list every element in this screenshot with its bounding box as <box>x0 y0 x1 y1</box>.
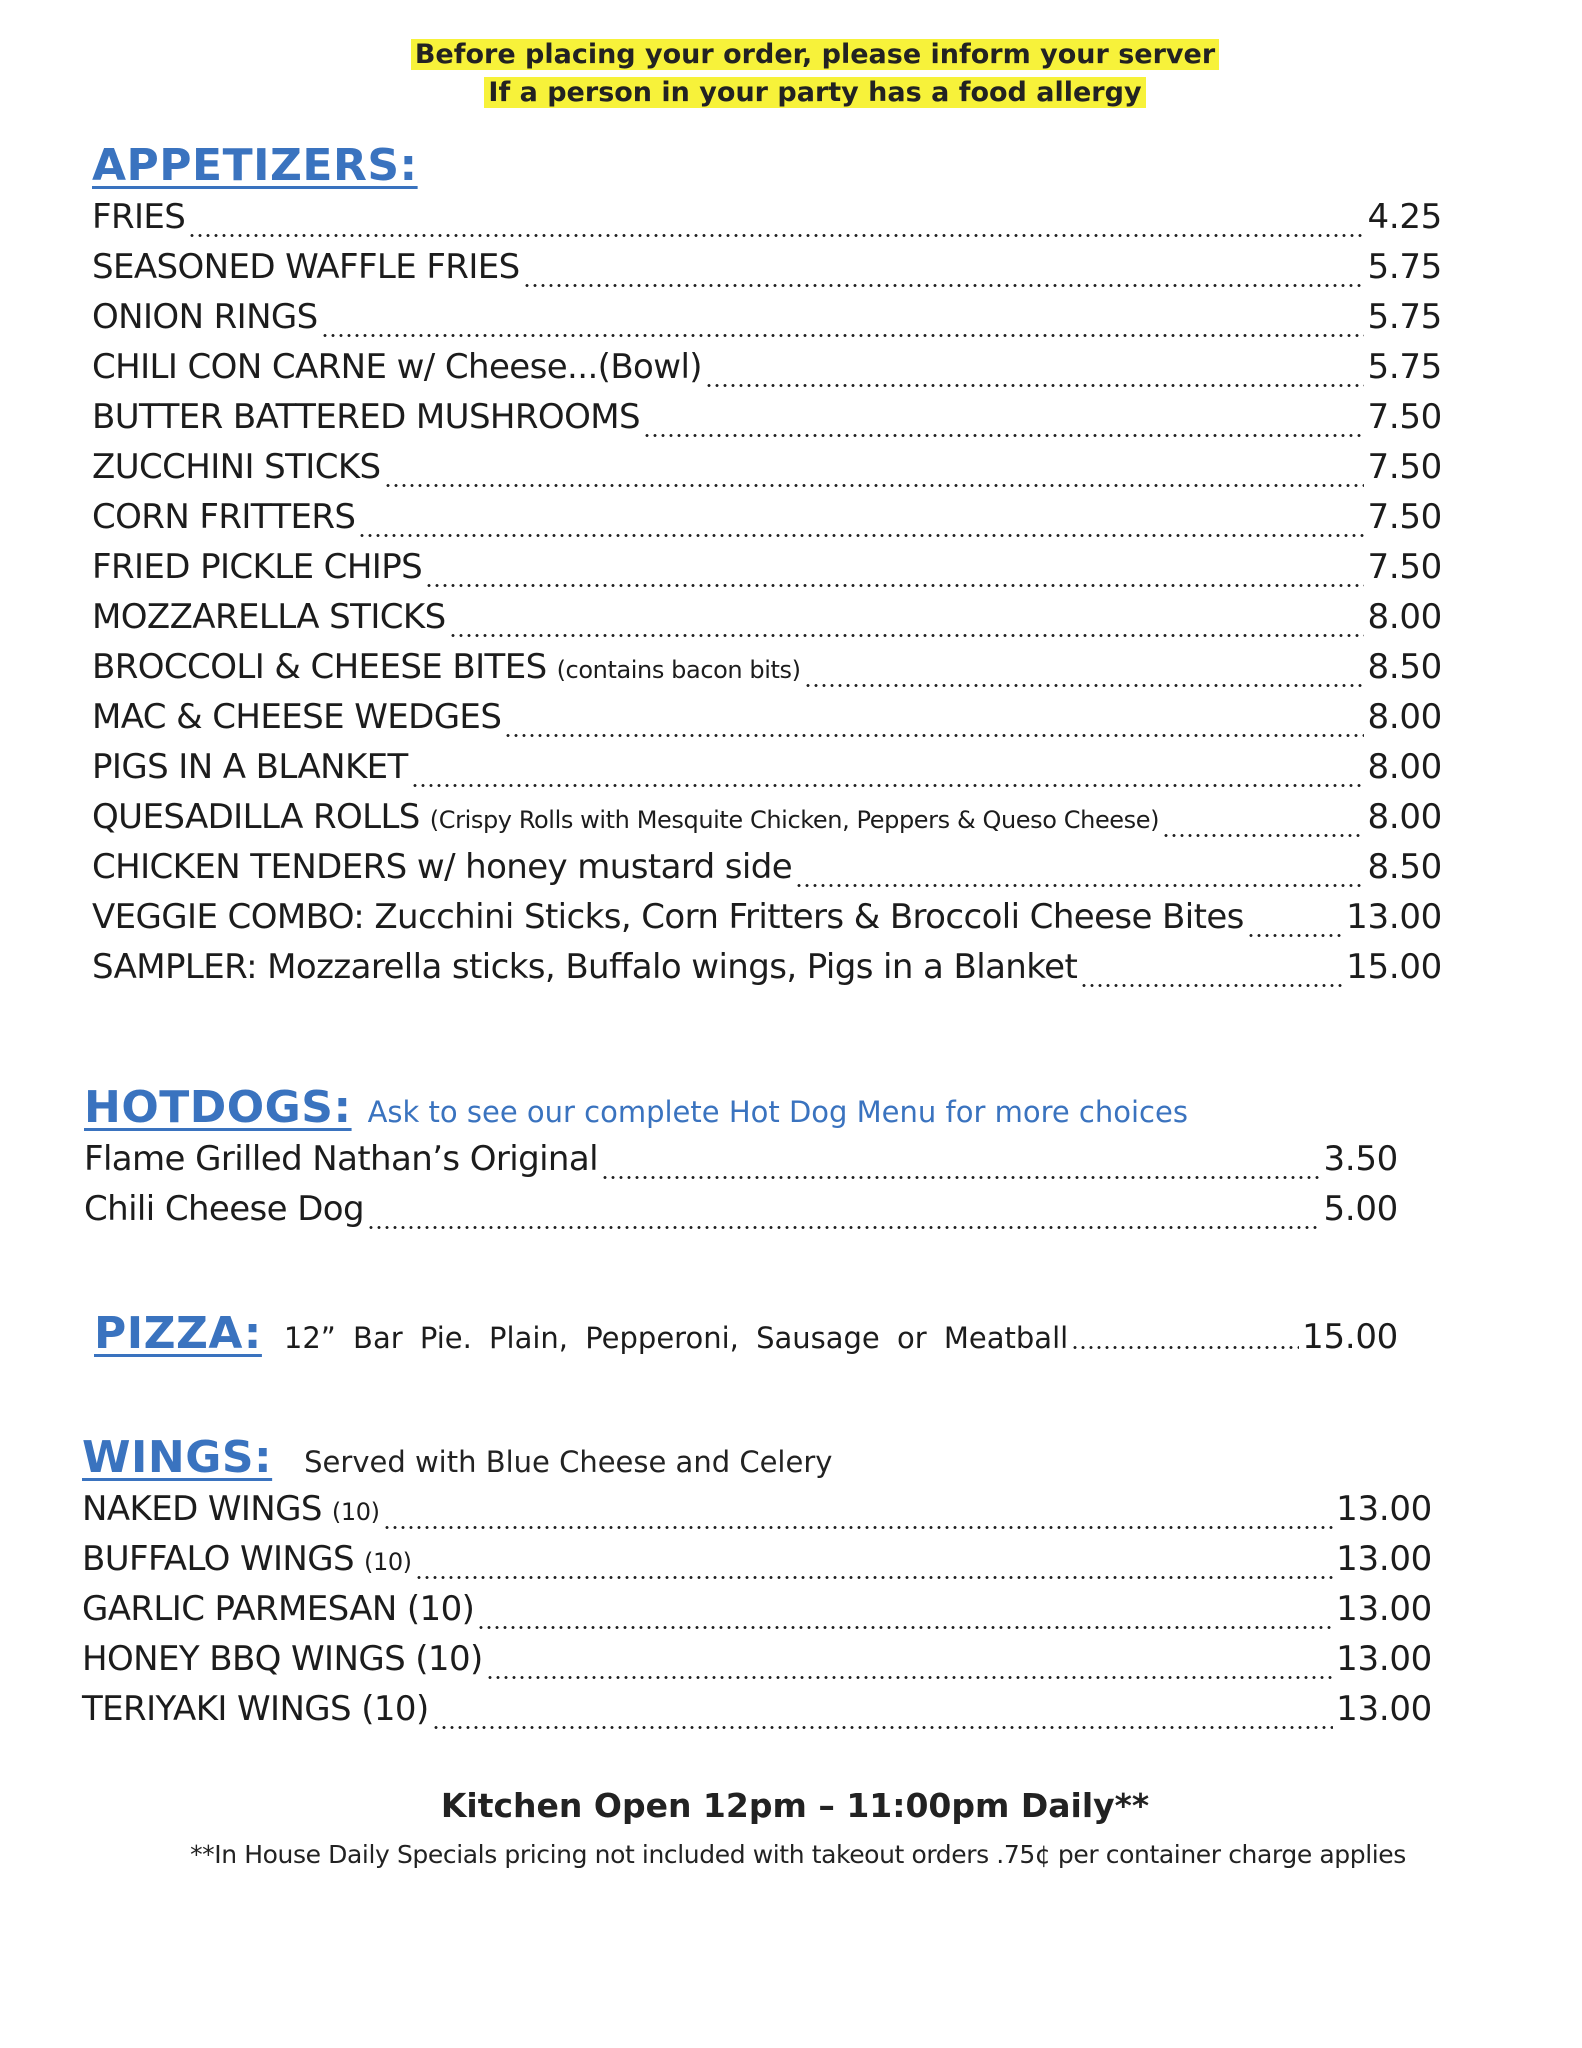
dot-leader <box>643 434 1365 437</box>
dot-leader <box>1162 834 1364 837</box>
dot-leader <box>415 1576 1334 1579</box>
dot-leader <box>411 784 1365 787</box>
item-name: CHICKEN TENDERS w/ honey mustard side <box>92 847 793 887</box>
item-name: BUFFALO WINGS <box>82 1539 354 1579</box>
menu-item <box>92 447 1442 497</box>
item-description: (Crispy Rolls with Mesquite Chicken, Peppers & Queso Cheese) <box>429 806 1160 834</box>
item-price: 8.00 <box>1367 747 1442 787</box>
menu-item <box>92 797 1442 847</box>
pizza-price: 15.00 <box>1302 1317 1398 1357</box>
item-price: 8.00 <box>1367 697 1442 737</box>
item-name: SAMPLER: Mozzarella sticks, Buffalo wings, Pigs in a Blanket <box>92 947 1078 987</box>
pizza-title: PIZZA: <box>94 1308 262 1359</box>
dot-leader <box>384 484 1365 487</box>
item-price: 8.50 <box>1367 647 1442 687</box>
item-price: 7.50 <box>1367 397 1442 437</box>
wings-title: WINGS: <box>82 1432 273 1483</box>
item-description: (10) <box>331 1498 380 1526</box>
dot-leader <box>705 384 1365 387</box>
dot-leader <box>432 1726 1334 1729</box>
dot-leader <box>425 584 1364 587</box>
dot-leader <box>795 884 1364 887</box>
hotdogs-note: Ask to see our complete Hot Dog Menu for more choices <box>367 1095 1188 1129</box>
dot-leader <box>504 734 1364 737</box>
menu-item <box>92 247 1442 297</box>
menu-item <box>92 347 1442 397</box>
dot-leader <box>449 634 1365 637</box>
item-name: BROCCOLI & CHEESE BITES <box>92 647 547 687</box>
dot-leader <box>1080 984 1343 987</box>
item-name: ONION RINGS <box>92 297 318 337</box>
appetizers-list <box>92 197 1442 997</box>
item-price: 8.00 <box>1367 597 1442 637</box>
menu-item <box>82 1539 1432 1589</box>
allergy-notice-line2: If a person in your party has a food allergy <box>484 77 1145 108</box>
dot-leader <box>477 1626 1333 1629</box>
wings-list <box>82 1489 1432 1739</box>
hotdogs-list <box>84 1139 1398 1239</box>
item-name: MOZZARELLA STICKS <box>92 597 446 637</box>
menu-item <box>82 1589 1432 1639</box>
item-name: ZUCCHINI STICKS <box>92 447 381 487</box>
item-price: 5.75 <box>1367 247 1442 287</box>
item-price: 7.50 <box>1367 447 1442 487</box>
wings-section <box>82 1432 1432 1739</box>
kitchen-hours: Kitchen Open 12pm – 11:00pm Daily** <box>440 1786 1150 1825</box>
dot-leader <box>383 1526 1334 1529</box>
item-price: 3.50 <box>1323 1139 1398 1179</box>
menu-item <box>92 547 1442 597</box>
item-price: 5.75 <box>1367 347 1442 387</box>
item-name: CORN FRITTERS <box>92 497 356 537</box>
menu-item <box>92 597 1442 647</box>
wings-note: Served with Blue Cheese and Celery <box>304 1445 833 1479</box>
menu-item <box>82 1639 1432 1689</box>
item-description: (contains bacon bits) <box>556 656 801 684</box>
appetizers-section <box>92 140 1442 997</box>
dot-leader <box>486 1676 1334 1679</box>
dot-leader <box>188 234 1364 237</box>
item-name: FRIED PICKLE CHIPS <box>92 547 423 587</box>
item-price: 13.00 <box>1336 1539 1432 1579</box>
menu-item <box>84 1189 1398 1239</box>
pizza-desc: 12” Bar Pie. Plain, Pepperoni, Sausage or Meatball <box>283 1321 1069 1355</box>
menu-item <box>84 1139 1398 1189</box>
pizza-line <box>94 1308 1398 1359</box>
hotdogs-title: HOTDOGS: <box>84 1082 352 1133</box>
menu-item <box>92 897 1442 947</box>
dot-leader <box>804 684 1365 687</box>
item-description: (10) <box>363 1548 412 1576</box>
item-price: 4.25 <box>1367 197 1442 237</box>
pizza-section <box>94 1308 1398 1359</box>
item-price: 13.00 <box>1336 1639 1432 1679</box>
pizza-leader <box>1071 1346 1299 1349</box>
item-price: 7.50 <box>1367 547 1442 587</box>
dot-leader <box>321 334 1365 337</box>
item-name: SEASONED WAFFLE FRIES <box>92 247 520 287</box>
menu-item <box>92 747 1442 797</box>
dot-leader <box>358 534 1364 537</box>
menu-item <box>92 297 1442 347</box>
item-name: FRIES <box>92 197 186 237</box>
takeout-disclaimer: **In House Daily Specials pricing not included with takeout orders .75¢ per container charge applies <box>190 1840 1406 1869</box>
item-price: 13.00 <box>1336 1589 1432 1629</box>
dot-leader <box>1247 934 1343 937</box>
item-price: 5.00 <box>1323 1189 1398 1229</box>
menu-item <box>92 947 1442 997</box>
menu-item <box>92 197 1442 247</box>
item-name: Flame Grilled Nathan’s Original <box>84 1139 598 1179</box>
menu-item <box>82 1489 1432 1539</box>
allergy-notice-line1: Before placing your order, please inform your server <box>411 39 1219 70</box>
item-name: GARLIC PARMESAN (10) <box>82 1589 475 1629</box>
dot-leader <box>601 1176 1321 1179</box>
item-name: VEGGIE COMBO: Zucchini Sticks, Corn Fritters & Broccoli Cheese Bites <box>92 897 1244 937</box>
dot-leader <box>367 1226 1321 1229</box>
item-name: TERIYAKI WINGS (10) <box>82 1689 429 1729</box>
hotdogs-section <box>84 1082 1398 1239</box>
item-name: MAC & CHEESE WEDGES <box>92 697 502 737</box>
menu-item <box>92 697 1442 747</box>
item-price: 5.75 <box>1367 297 1442 337</box>
item-name: HONEY BBQ WINGS (10) <box>82 1639 483 1679</box>
item-name: CHILI CON CARNE w/ Cheese...(Bowl) <box>92 347 702 387</box>
allergy-notice <box>0 36 1582 112</box>
item-price: 8.00 <box>1367 797 1442 837</box>
item-price: 13.00 <box>1336 1489 1432 1529</box>
item-price: 15.00 <box>1346 947 1442 987</box>
menu-item <box>92 847 1442 897</box>
appetizers-title: APPETIZERS: <box>92 140 418 191</box>
item-price: 13.00 <box>1346 897 1442 937</box>
item-name: BUTTER BATTERED MUSHROOMS <box>92 397 640 437</box>
item-name: Chili Cheese Dog <box>84 1189 364 1229</box>
item-name: PIGS IN A BLANKET <box>92 747 408 787</box>
item-price: 13.00 <box>1336 1689 1432 1729</box>
menu-item <box>92 497 1442 547</box>
item-price: 7.50 <box>1367 497 1442 537</box>
dot-leader <box>523 284 1365 287</box>
menu-item <box>92 397 1442 447</box>
item-price: 8.50 <box>1367 847 1442 887</box>
menu-item <box>82 1689 1432 1739</box>
item-name: NAKED WINGS <box>82 1489 322 1529</box>
menu-item <box>92 647 1442 697</box>
item-name: QUESADILLA ROLLS <box>92 797 420 837</box>
